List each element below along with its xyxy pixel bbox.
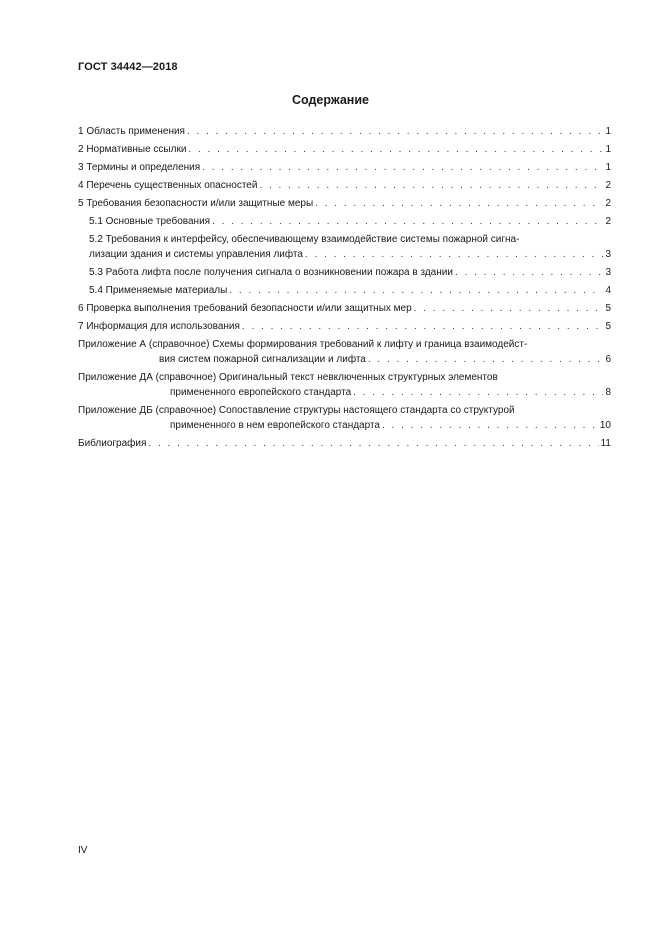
- toc-entry-page: 11: [600, 438, 611, 449]
- toc-leader-dots: [353, 385, 603, 400]
- toc-entry-page: 4: [605, 285, 611, 296]
- toc-entry-text-line2: вия систем пожарной сигнализации и лифта: [159, 354, 366, 365]
- toc-entry-appendix-db[interactable]: [78, 403, 611, 433]
- toc-title: Содержание: [291, 93, 369, 107]
- toc-entry-bibliography[interactable]: [78, 436, 611, 451]
- toc-entry-text: 5.4 Применяемые материалы: [89, 285, 228, 296]
- toc-leader-dots: [187, 124, 603, 139]
- toc-leader-dots: [202, 160, 603, 175]
- toc-leader-dots: [368, 352, 604, 367]
- toc-entry-text: 5.1 Основные требования: [89, 216, 211, 227]
- toc-entry-page: 1: [605, 144, 611, 155]
- toc-entry-page: 6: [605, 354, 611, 365]
- toc-leader-dots: [315, 196, 603, 211]
- toc-entry-page: 2: [605, 216, 611, 227]
- toc-entry-page: 1: [605, 162, 611, 173]
- toc-entry-5-2[interactable]: [78, 232, 611, 262]
- toc-entry-text-line1: Приложение А (справочное) Схемы формирования требований к лифту и граница взаимодейст-: [78, 339, 528, 350]
- toc-entry-5-4[interactable]: [78, 283, 611, 298]
- toc-leader-dots: [414, 301, 603, 316]
- toc-entry-page: 5: [605, 321, 611, 332]
- toc-entry-page: 2: [605, 198, 611, 209]
- page-number: IV: [78, 845, 88, 856]
- toc-entry-text-line1: Приложение ДА (справочное) Оригинальный текст невключенных структурных элементов: [78, 372, 498, 383]
- toc-entry-page: 3: [605, 267, 611, 278]
- toc-leader-dots: [148, 436, 598, 451]
- toc-entry-page: 8: [605, 387, 611, 398]
- toc-entry-3[interactable]: [78, 160, 611, 175]
- toc-entry-text-line1: 5.2 Требования к интерфейсу, обеспечивающему взаимодействие системы пожарной сигна-: [89, 234, 520, 245]
- toc-entry-text: 2 Нормативные ссылки: [78, 144, 187, 155]
- toc-entry-page: 1: [605, 126, 611, 137]
- toc-leader-dots: [305, 247, 604, 262]
- toc-entry-4[interactable]: [78, 178, 611, 193]
- toc-leader-dots: [188, 142, 603, 157]
- toc-entry-7[interactable]: [78, 319, 611, 334]
- toc-leader-dots: [259, 178, 603, 193]
- toc-entry-text-line2: лизации здания и системы управления лифта: [89, 249, 303, 260]
- toc-entry-text: 5 Требования безопасности и/или защитные меры: [78, 198, 314, 209]
- toc-entry-1[interactable]: [78, 124, 611, 139]
- toc-entry-text-line1: Приложение ДБ (справочное) Сопоставление структуры настоящего стандарта со структурой: [78, 405, 515, 416]
- toc-entry-page: 5: [605, 303, 611, 314]
- toc-entry-5[interactable]: [78, 196, 611, 211]
- toc-entry-text: 4 Перечень существенных опасностей: [78, 180, 258, 191]
- toc-entry-text-line2: примененного европейского стандарта: [170, 387, 352, 398]
- toc-entry-text: 1 Область применения: [78, 126, 185, 137]
- toc-entry-page: 2: [605, 180, 611, 191]
- toc-entry-5-3[interactable]: [78, 265, 611, 280]
- toc-entry-text-line2: примененного в нем европейского стандарта: [170, 420, 380, 431]
- toc-entry-page: 3: [605, 249, 611, 260]
- toc-entry-text: 6 Проверка выполнения требований безопасности и/или защитных мер: [78, 303, 412, 314]
- table-of-contents: [78, 124, 611, 454]
- toc-entry-appendix-da[interactable]: [78, 370, 611, 400]
- toc-entry-text: 7 Информация для использования: [78, 321, 240, 332]
- toc-entry-text: Библиография: [78, 438, 147, 449]
- toc-leader-dots: [229, 283, 603, 298]
- toc-entry-page: 10: [599, 420, 611, 431]
- toc-leader-dots: [455, 265, 603, 280]
- toc-leader-dots: [242, 319, 603, 334]
- document-header: ГОСТ 34442—2018: [78, 61, 178, 73]
- toc-entry-2[interactable]: [78, 142, 611, 157]
- toc-entry-text: 3 Термины и определения: [78, 162, 201, 173]
- toc-entry-appendix-a[interactable]: [78, 337, 611, 367]
- toc-entry-5-1[interactable]: [78, 214, 611, 229]
- toc-leader-dots: [212, 214, 603, 229]
- toc-entry-text: 5.3 Работа лифта после получения сигнала о возникновении пожара в здании: [89, 267, 453, 278]
- toc-leader-dots: [382, 418, 598, 433]
- toc-entry-6[interactable]: [78, 301, 611, 316]
